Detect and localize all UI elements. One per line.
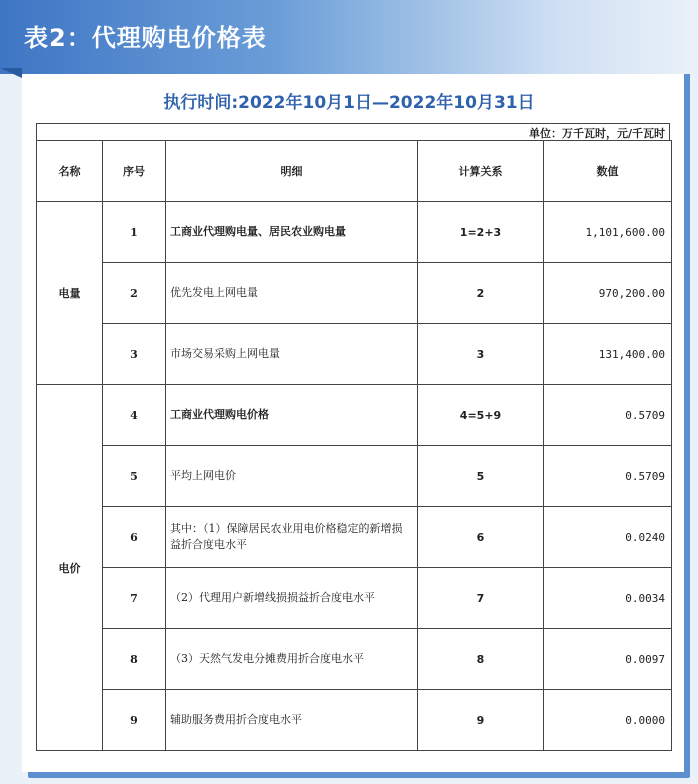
row-relation: 6 <box>418 507 544 568</box>
table-row <box>37 202 672 263</box>
col-header-name: 名称 <box>37 141 103 202</box>
row-relation: 2 <box>418 263 544 324</box>
row-value: 0.0097 <box>544 629 672 690</box>
group-label-price: 电价 <box>37 385 103 751</box>
row-relation: 7 <box>418 568 544 629</box>
row-relation: 9 <box>418 690 544 751</box>
row-value: 0.5709 <box>544 446 672 507</box>
row-value: 970,200.00 <box>544 263 672 324</box>
row-seq: 3 <box>103 324 166 385</box>
row-detail: 其中：（1）保障居民农业用电价格稳定的新增损益折合度电水平 <box>166 507 418 568</box>
effective-period: 执行时间:2022年10月1日—2022年10月31日 <box>163 93 535 113</box>
row-seq: 7 <box>103 568 166 629</box>
page-title: 表2：代理购电价格表 <box>24 24 267 52</box>
row-detail: 市场交易采购上网电量 <box>166 324 418 385</box>
table-row <box>37 690 672 751</box>
table-row <box>37 629 672 690</box>
unit-label: 单位：万千瓦时，元/千瓦时 <box>528 127 665 140</box>
price-table <box>36 140 672 751</box>
table-row <box>37 568 672 629</box>
col-header-relation: 计算关系 <box>418 141 544 202</box>
row-value: 0.0000 <box>544 690 672 751</box>
group-label-quantity: 电量 <box>37 202 103 385</box>
table-header-row <box>37 141 672 202</box>
unit-row <box>36 123 670 140</box>
table-row <box>37 385 672 446</box>
row-detail: 工商业代理购电量、居民农业购电量 <box>166 202 418 263</box>
row-relation: 8 <box>418 629 544 690</box>
row-seq: 4 <box>103 385 166 446</box>
row-value: 131,400.00 <box>544 324 672 385</box>
table-row <box>37 507 672 568</box>
table-row <box>37 324 672 385</box>
row-value: 0.5709 <box>544 385 672 446</box>
row-seq: 5 <box>103 446 166 507</box>
row-relation: 5 <box>418 446 544 507</box>
col-header-detail: 明细 <box>166 141 418 202</box>
row-detail: 辅助服务费用折合度电水平 <box>166 690 418 751</box>
row-detail: 平均上网电价 <box>166 446 418 507</box>
row-detail: （3）天然气发电分摊费用折合度电水平 <box>166 629 418 690</box>
col-header-seq: 序号 <box>103 141 166 202</box>
col-header-value: 数值 <box>544 141 672 202</box>
row-relation: 3 <box>418 324 544 385</box>
row-detail: 工商业代理购电价格 <box>166 385 418 446</box>
row-detail: 优先发电上网电量 <box>166 263 418 324</box>
row-detail: （2）代理用户新增线损损益折合度电水平 <box>166 568 418 629</box>
banner-fold <box>0 68 22 78</box>
row-seq: 6 <box>103 507 166 568</box>
row-value: 1,101,600.00 <box>544 202 672 263</box>
row-relation: 1=2+3 <box>418 202 544 263</box>
row-seq: 1 <box>103 202 166 263</box>
row-seq: 8 <box>103 629 166 690</box>
table-row <box>37 446 672 507</box>
row-seq: 9 <box>103 690 166 751</box>
row-value: 0.0240 <box>544 507 672 568</box>
table-row <box>37 263 672 324</box>
row-value: 0.0034 <box>544 568 672 629</box>
title-banner <box>0 0 698 74</box>
row-relation: 4=5+9 <box>418 385 544 446</box>
row-seq: 2 <box>103 263 166 324</box>
